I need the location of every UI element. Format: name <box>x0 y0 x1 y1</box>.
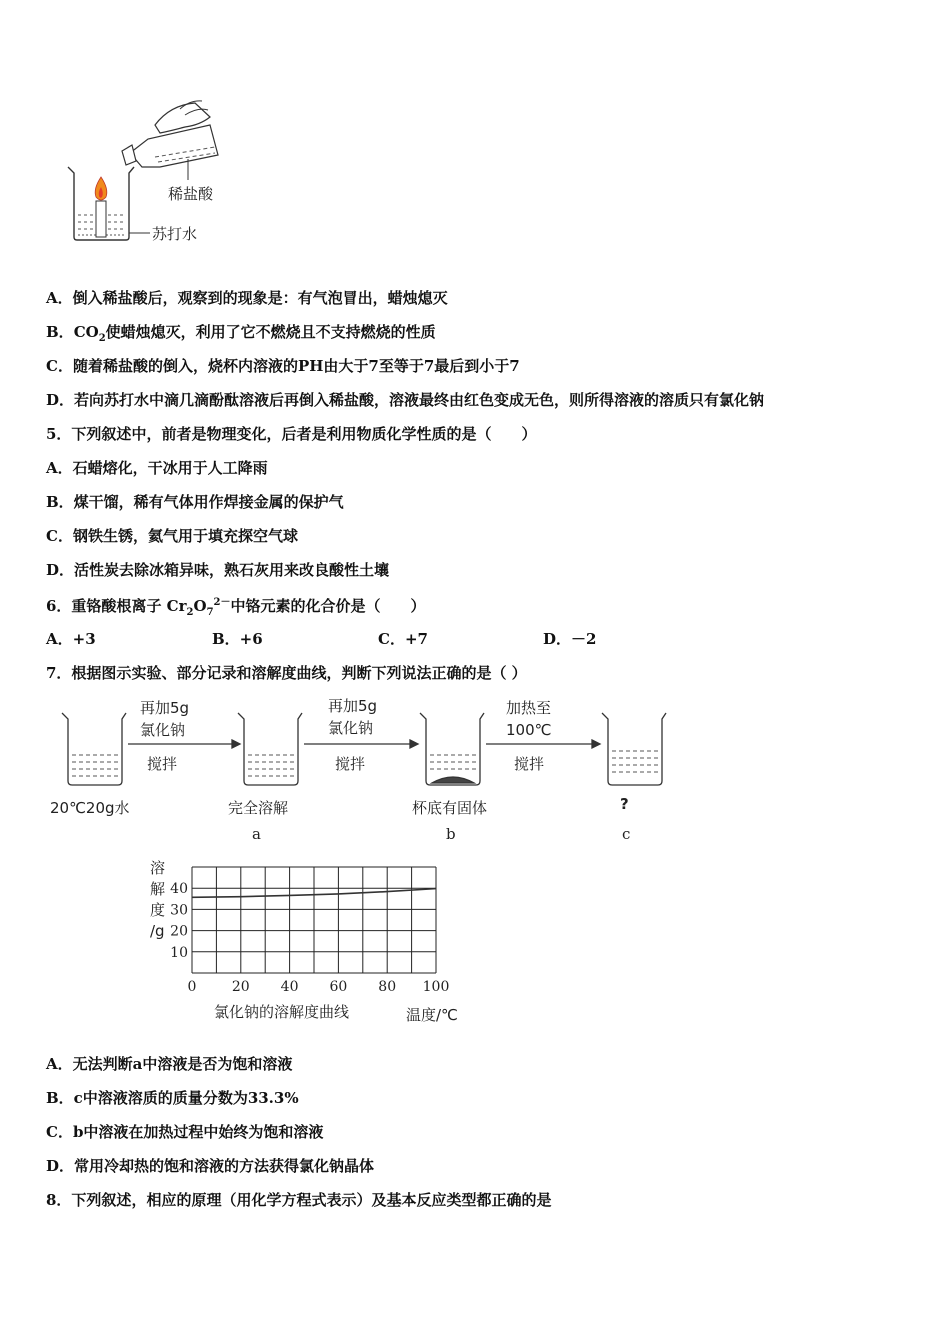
beaker-b <box>420 713 484 785</box>
q7-option-a: A．无法判断a中溶液是否为饱和溶液 <box>46 1055 293 1073</box>
x-tick-label: 0 <box>187 979 197 995</box>
y-tick-label: 10 <box>170 944 188 961</box>
y-tick-label: 40 <box>170 881 188 898</box>
beaker-a <box>238 713 302 785</box>
q7-option-d: D．常用冷却热的饱和溶液的方法获得氯化钠晶体 <box>46 1157 375 1175</box>
q4-option-b: B．$CO_2$使蜡烛熄灭，利用了它不燃烧且不支持燃烧的性质 <box>46 323 436 344</box>
arrow2-mid-label: 氯化钠 <box>328 719 374 737</box>
solubility-chart <box>140 855 480 1030</box>
arrow1-mid-label: 氯化钠 <box>140 721 186 739</box>
beaker-a-tag: a <box>252 825 261 843</box>
chart-title: 氯化钠的溶解度曲线 <box>214 1003 350 1021</box>
y-axis-label-char: 溶 <box>150 859 166 877</box>
q5-option-a: A．石蜡熔化，干冰用于人工降雨 <box>46 459 268 477</box>
arrow3-top-label: 加热至 <box>506 699 552 717</box>
q7-option-b: B．c中溶液溶质的质量分数为33.3% <box>46 1089 299 1107</box>
q4-option-c: C．随着稀盐酸的倒入，烧杯内溶液的PH由大于7至等于7最后到小于7 <box>46 357 520 375</box>
label-soda-water: 苏打水 <box>152 225 198 243</box>
arrow1-bot-label: 搅拌 <box>147 755 178 773</box>
y-axis-label-char: 度 <box>150 901 166 919</box>
x-tick-label: 100 <box>422 979 450 995</box>
arrow-2 <box>304 740 418 748</box>
q7-option-c: C．b中溶液在加热过程中始终为饱和溶液 <box>46 1123 324 1141</box>
q6-stem: 6．重铬酸根离子 $Cr_2O_7^{2-}$中铬元素的化合价是（ ） <box>46 597 426 618</box>
q6-option-b: B．+6 <box>212 630 263 648</box>
arrow3-mid-label: 100℃ <box>506 721 552 739</box>
beaker-c-label: ? <box>620 795 629 813</box>
beaker0-label: 20℃20g水 <box>50 799 130 817</box>
beaker-a-label: 完全溶解 <box>228 799 289 817</box>
beaker-0 <box>62 713 126 785</box>
arrow2-bot-label: 搅拌 <box>335 755 366 773</box>
x-tick-label: 40 <box>280 979 299 995</box>
q5-option-c: C．钢铁生锈，氦气用于填充探空气球 <box>46 527 298 545</box>
q6-option-d: D．－2 <box>543 630 597 648</box>
x-tick-label: 80 <box>378 979 397 995</box>
acid-candle-illustration <box>60 95 240 255</box>
beaker-c-tag: c <box>622 825 631 843</box>
beaker-b-label: 杯底有固体 <box>412 799 488 817</box>
x-axis-label: 温度/℃ <box>406 1006 458 1024</box>
x-tick-label: 20 <box>231 979 250 995</box>
y-tick-label: 20 <box>170 923 188 940</box>
y-axis-label-char: 解 <box>150 880 166 898</box>
x-tick-label: 60 <box>329 979 348 995</box>
beaker-c <box>602 713 666 785</box>
q7-stem: 7．根据图示实验、部分记录和溶解度曲线，判断下列说法正确的是（ ） <box>46 664 527 682</box>
label-dilute-hcl: 稀盐酸 <box>168 185 214 203</box>
figure-acid-candle <box>60 95 240 255</box>
q6-option-a: A．+3 <box>46 630 96 648</box>
q5-option-d: D．活性炭去除冰箱异味，熟石灰用来改良酸性土壤 <box>46 561 390 579</box>
solubility-chart-svg <box>140 855 480 1030</box>
arrow-1 <box>128 740 240 748</box>
arrow2-top-label: 再加5g <box>328 697 378 715</box>
q8-stem: 8．下列叙述，相应的原理（用化学方程式表示）及基本反应类型都正确的是 <box>46 1191 552 1209</box>
q7-process-diagram <box>40 695 700 845</box>
y-axis-label-char: /g <box>150 922 165 940</box>
q5-option-b: B．煤干馏，稀有气体用作焊接金属的保护气 <box>46 493 344 511</box>
q4-option-a: A．倒入稀盐酸后，观察到的现象是：有气泡冒出，蜡烛熄灭 <box>46 289 448 307</box>
arrow-3 <box>486 740 600 748</box>
q6-option-c: C．+7 <box>378 630 428 648</box>
arrow1-top-label: 再加5g <box>140 699 190 717</box>
q5-stem: 5．下列叙述中，前者是物理变化，后者是利用物质化学性质的是（ ） <box>46 425 537 443</box>
beaker-b-tag: b <box>446 825 456 843</box>
q4-option-d: D．若向苏打水中滴几滴酚酞溶液后再倒入稀盐酸，溶液最终由红色变成无色，则所得溶液的溶质只有氯化钠 <box>46 391 765 409</box>
arrow3-bot-label: 搅拌 <box>514 755 545 773</box>
y-tick-label: 30 <box>170 902 188 919</box>
